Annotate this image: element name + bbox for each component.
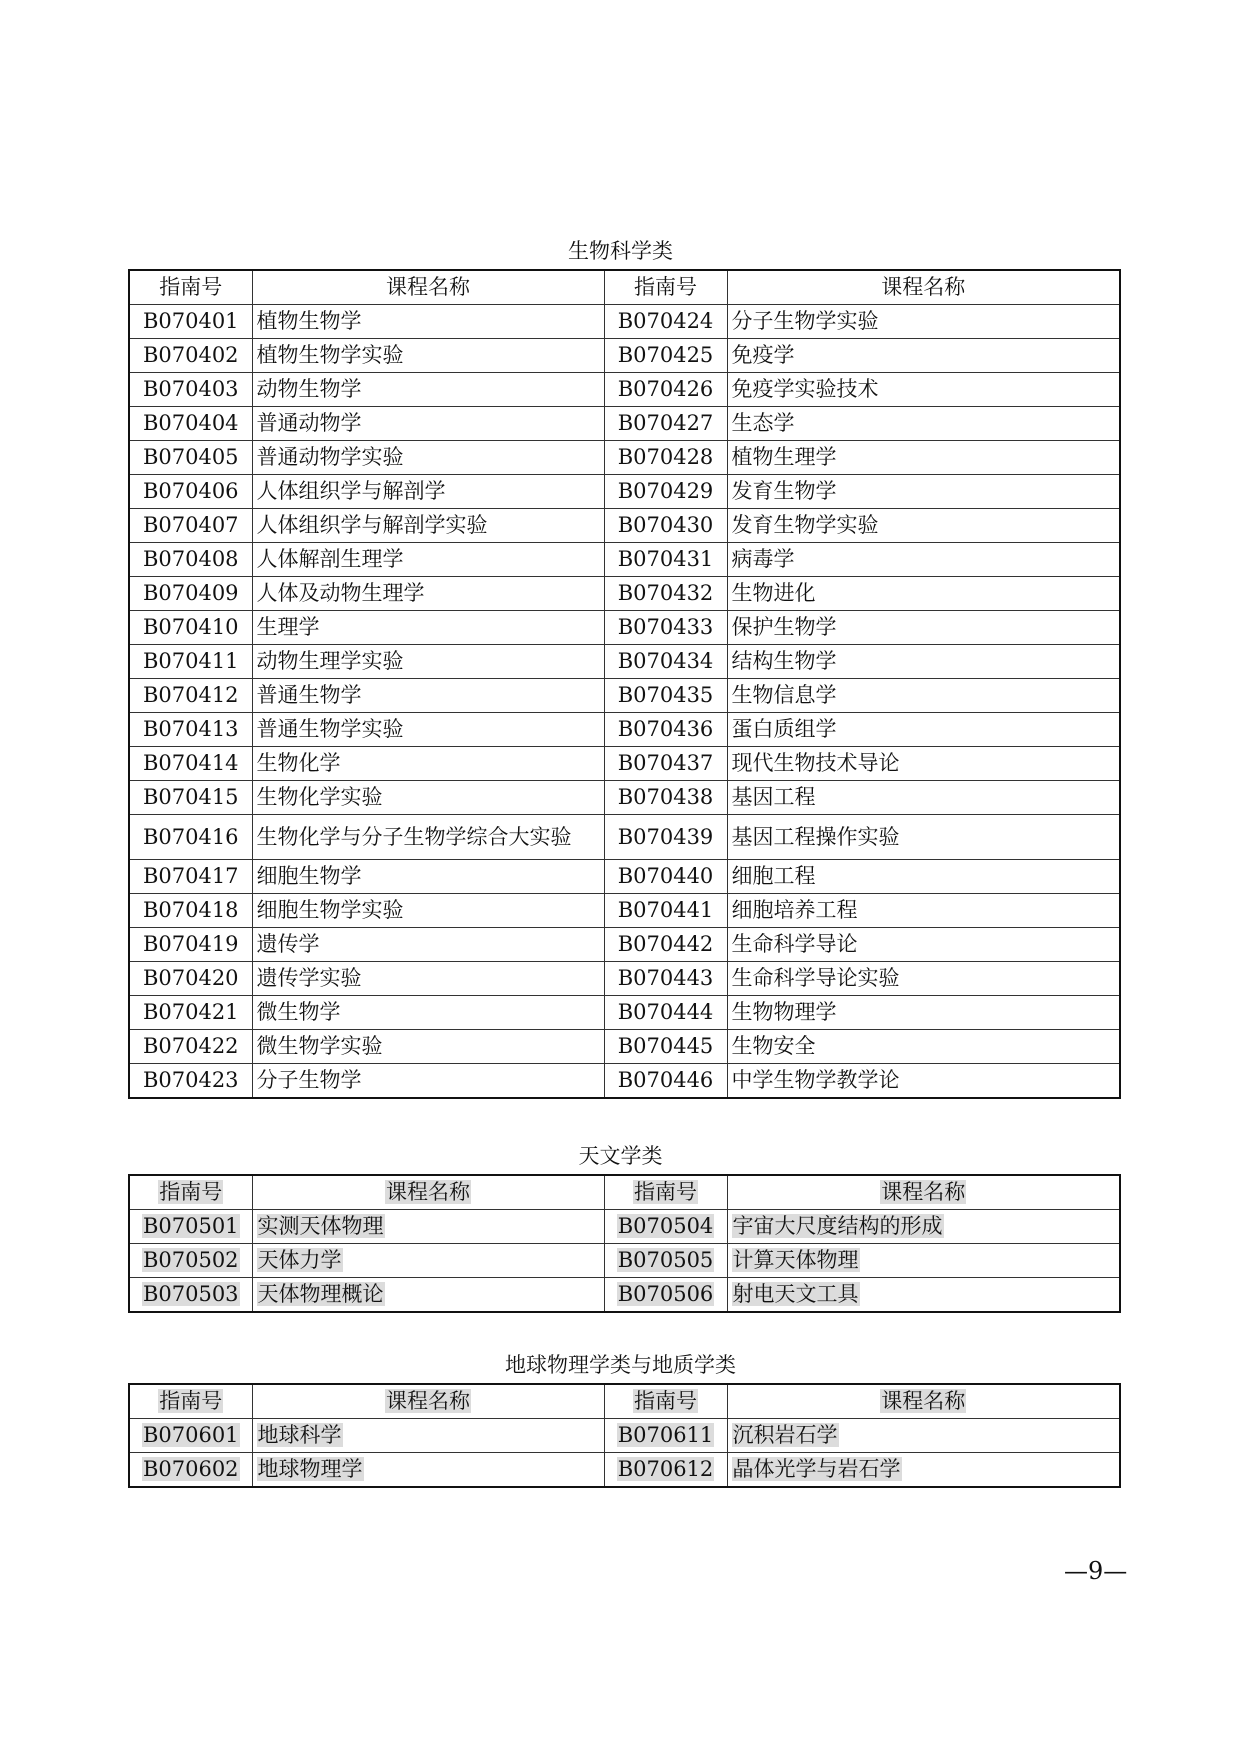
course-code-cell: B070611 [604, 1419, 727, 1453]
course-name-cell: 植物生理学 [727, 441, 1120, 475]
course-code-cell: B070420 [129, 962, 252, 996]
table-row [129, 475, 1120, 509]
table-row [129, 781, 1120, 815]
table-row [129, 1244, 1120, 1278]
course-code-cell: B070407 [129, 509, 252, 543]
course-code-cell: B070428 [604, 441, 727, 475]
course-name-cell: 基因工程操作实验 [727, 815, 1120, 860]
table-row [129, 441, 1120, 475]
table-row [129, 894, 1120, 928]
course-code-cell: B070422 [129, 1030, 252, 1064]
course-name-cell: 细胞生物学 [252, 860, 604, 894]
course-name-cell: 动物生理学实验 [252, 645, 604, 679]
course-code-cell: B070505 [604, 1244, 727, 1278]
course-name-cell: 现代生物技术导论 [727, 747, 1120, 781]
course-name-cell: 生理学 [252, 611, 604, 645]
course-name-cell: 生态学 [727, 407, 1120, 441]
course-code-cell: B070441 [604, 894, 727, 928]
course-name-cell: 实测天体物理 [252, 1210, 604, 1244]
course-name-cell: 沉积岩石学 [727, 1419, 1120, 1453]
column-header-code: 指南号 [129, 1175, 252, 1210]
table-row [129, 860, 1120, 894]
column-header-course-name: 课程名称 [727, 270, 1120, 305]
table-header-row [129, 1384, 1120, 1419]
course-code-cell: B070410 [129, 611, 252, 645]
course-code-cell: B070601 [129, 1419, 252, 1453]
course-name-cell: 生物进化 [727, 577, 1120, 611]
table-row [129, 1453, 1120, 1488]
column-header-course-name: 课程名称 [727, 1175, 1120, 1210]
course-code-cell: B070444 [604, 996, 727, 1030]
course-name-cell: 蛋白质组学 [727, 713, 1120, 747]
course-code-cell: B070404 [129, 407, 252, 441]
table-row [129, 962, 1120, 996]
column-header-course-name: 课程名称 [252, 270, 604, 305]
table-row [129, 747, 1120, 781]
course-code-cell: B070431 [604, 543, 727, 577]
course-name-cell: 生物化学 [252, 747, 604, 781]
course-code-cell: B070425 [604, 339, 727, 373]
course-name-cell: 微生物学 [252, 996, 604, 1030]
table-row [129, 305, 1120, 339]
course-name-cell: 生物信息学 [727, 679, 1120, 713]
course-code-cell: B070442 [604, 928, 727, 962]
course-name-cell: 中学生物学教学论 [727, 1064, 1120, 1099]
course-code-cell: B070402 [129, 339, 252, 373]
course-code-cell: B070408 [129, 543, 252, 577]
course-code-cell: B070502 [129, 1244, 252, 1278]
course-code-cell: B070416 [129, 815, 252, 860]
course-code-cell: B070411 [129, 645, 252, 679]
course-code-cell: B070436 [604, 713, 727, 747]
course-name-cell: 人体组织学与解剖学 [252, 475, 604, 509]
course-code-cell: B070419 [129, 928, 252, 962]
course-code-cell: B070414 [129, 747, 252, 781]
table-row [129, 996, 1120, 1030]
section-title-geophysics-geology: 地球物理学类与地质学类 [505, 1353, 736, 1377]
course-name-cell: 植物生物学 [252, 305, 604, 339]
course-name-cell: 细胞培养工程 [727, 894, 1120, 928]
course-name-cell: 保护生物学 [727, 611, 1120, 645]
table-header-row [129, 1175, 1120, 1210]
course-code-cell: B070435 [604, 679, 727, 713]
table-row [129, 611, 1120, 645]
course-code-cell: B070612 [604, 1453, 727, 1488]
course-name-cell: 植物生物学实验 [252, 339, 604, 373]
course-code-cell: B070433 [604, 611, 727, 645]
course-code-cell: B070415 [129, 781, 252, 815]
table-row [129, 1030, 1120, 1064]
course-code-cell: B070430 [604, 509, 727, 543]
course-code-cell: B070445 [604, 1030, 727, 1064]
course-name-cell: 细胞工程 [727, 860, 1120, 894]
course-code-cell: B070406 [129, 475, 252, 509]
course-name-cell: 分子生物学 [252, 1064, 604, 1099]
column-header-code: 指南号 [604, 1175, 727, 1210]
table-header-row [129, 270, 1120, 305]
course-code-cell: B070418 [129, 894, 252, 928]
course-code-cell: B070446 [604, 1064, 727, 1099]
course-name-cell: 天体物理概论 [252, 1278, 604, 1313]
column-header-code: 指南号 [129, 270, 252, 305]
course-code-cell: B070421 [129, 996, 252, 1030]
course-code-cell: B070432 [604, 577, 727, 611]
course-name-cell: 细胞生物学实验 [252, 894, 604, 928]
table-row [129, 679, 1120, 713]
table-row [129, 928, 1120, 962]
course-name-cell: 地球物理学 [252, 1453, 604, 1488]
course-name-cell: 基因工程 [727, 781, 1120, 815]
column-header-course-name: 课程名称 [252, 1384, 604, 1419]
column-header-code: 指南号 [129, 1384, 252, 1419]
course-name-cell: 人体组织学与解剖学实验 [252, 509, 604, 543]
course-code-cell: B070417 [129, 860, 252, 894]
course-name-cell: 人体及动物生理学 [252, 577, 604, 611]
table-row [129, 1064, 1120, 1099]
course-name-cell: 普通生物学 [252, 679, 604, 713]
course-code-cell: B070506 [604, 1278, 727, 1313]
table-row [129, 373, 1120, 407]
course-code-cell: B070437 [604, 747, 727, 781]
course-name-cell: 结构生物学 [727, 645, 1120, 679]
course-name-cell: 宇宙大尺度结构的形成 [727, 1210, 1120, 1244]
course-code-cell: B070409 [129, 577, 252, 611]
course-code-cell: B070503 [129, 1278, 252, 1313]
course-code-cell: B070412 [129, 679, 252, 713]
course-name-cell: 免疫学实验技术 [727, 373, 1120, 407]
table-row [129, 815, 1120, 860]
table-row [129, 1278, 1120, 1313]
course-code-cell: B070439 [604, 815, 727, 860]
course-code-cell: B070504 [604, 1210, 727, 1244]
course-code-cell: B070405 [129, 441, 252, 475]
course-code-cell: B070424 [604, 305, 727, 339]
course-name-cell: 微生物学实验 [252, 1030, 604, 1064]
course-code-cell: B070438 [604, 781, 727, 815]
course-code-cell: B070426 [604, 373, 727, 407]
course-code-cell: B070429 [604, 475, 727, 509]
course-name-cell: 生命科学导论实验 [727, 962, 1120, 996]
course-code-cell: B070440 [604, 860, 727, 894]
course-name-cell: 普通动物学实验 [252, 441, 604, 475]
course-code-cell: B070427 [604, 407, 727, 441]
table-row [129, 1419, 1120, 1453]
section-title-astronomy: 天文学类 [578, 1144, 663, 1168]
course-code-cell: B070401 [129, 305, 252, 339]
course-code-cell: B070501 [129, 1210, 252, 1244]
course-code-cell: B070403 [129, 373, 252, 407]
course-name-cell: 生物物理学 [727, 996, 1120, 1030]
table-row [129, 713, 1120, 747]
course-name-cell: 分子生物学实验 [727, 305, 1120, 339]
course-name-cell: 射电天文工具 [727, 1278, 1120, 1313]
course-name-cell: 生物安全 [727, 1030, 1120, 1064]
biology-course-table [128, 269, 1121, 1099]
table-row [129, 1210, 1120, 1244]
table-row [129, 509, 1120, 543]
course-code-cell: B070602 [129, 1453, 252, 1488]
course-name-cell: 生物化学与分子生物学综合大实验 [252, 815, 604, 860]
table-row [129, 339, 1120, 373]
course-name-cell: 人体解剖生理学 [252, 543, 604, 577]
course-name-cell: 晶体光学与岩石学 [727, 1453, 1120, 1488]
course-code-cell: B070423 [129, 1064, 252, 1099]
course-name-cell: 普通动物学 [252, 407, 604, 441]
column-header-course-name: 课程名称 [252, 1175, 604, 1210]
course-name-cell: 病毒学 [727, 543, 1120, 577]
course-name-cell: 动物生物学 [252, 373, 604, 407]
course-name-cell: 普通生物学实验 [252, 713, 604, 747]
course-code-cell: B070443 [604, 962, 727, 996]
geophysics-geology-course-table [128, 1383, 1121, 1488]
table-row [129, 577, 1120, 611]
column-header-course-name: 课程名称 [727, 1384, 1120, 1419]
course-code-cell: B070413 [129, 713, 252, 747]
course-name-cell: 计算天体物理 [727, 1244, 1120, 1278]
page-number: —9— [1064, 1557, 1128, 1585]
column-header-code: 指南号 [604, 270, 727, 305]
section-title-biology: 生物科学类 [568, 239, 673, 263]
course-name-cell: 发育生物学实验 [727, 509, 1120, 543]
table-row [129, 407, 1120, 441]
table-row [129, 543, 1120, 577]
course-name-cell: 生物化学实验 [252, 781, 604, 815]
course-name-cell: 地球科学 [252, 1419, 604, 1453]
column-header-code: 指南号 [604, 1384, 727, 1419]
course-name-cell: 遗传学 [252, 928, 604, 962]
table-row [129, 645, 1120, 679]
astronomy-course-table [128, 1174, 1121, 1313]
course-name-cell: 免疫学 [727, 339, 1120, 373]
course-code-cell: B070434 [604, 645, 727, 679]
course-name-cell: 生命科学导论 [727, 928, 1120, 962]
course-name-cell: 发育生物学 [727, 475, 1120, 509]
course-name-cell: 遗传学实验 [252, 962, 604, 996]
course-name-cell: 天体力学 [252, 1244, 604, 1278]
